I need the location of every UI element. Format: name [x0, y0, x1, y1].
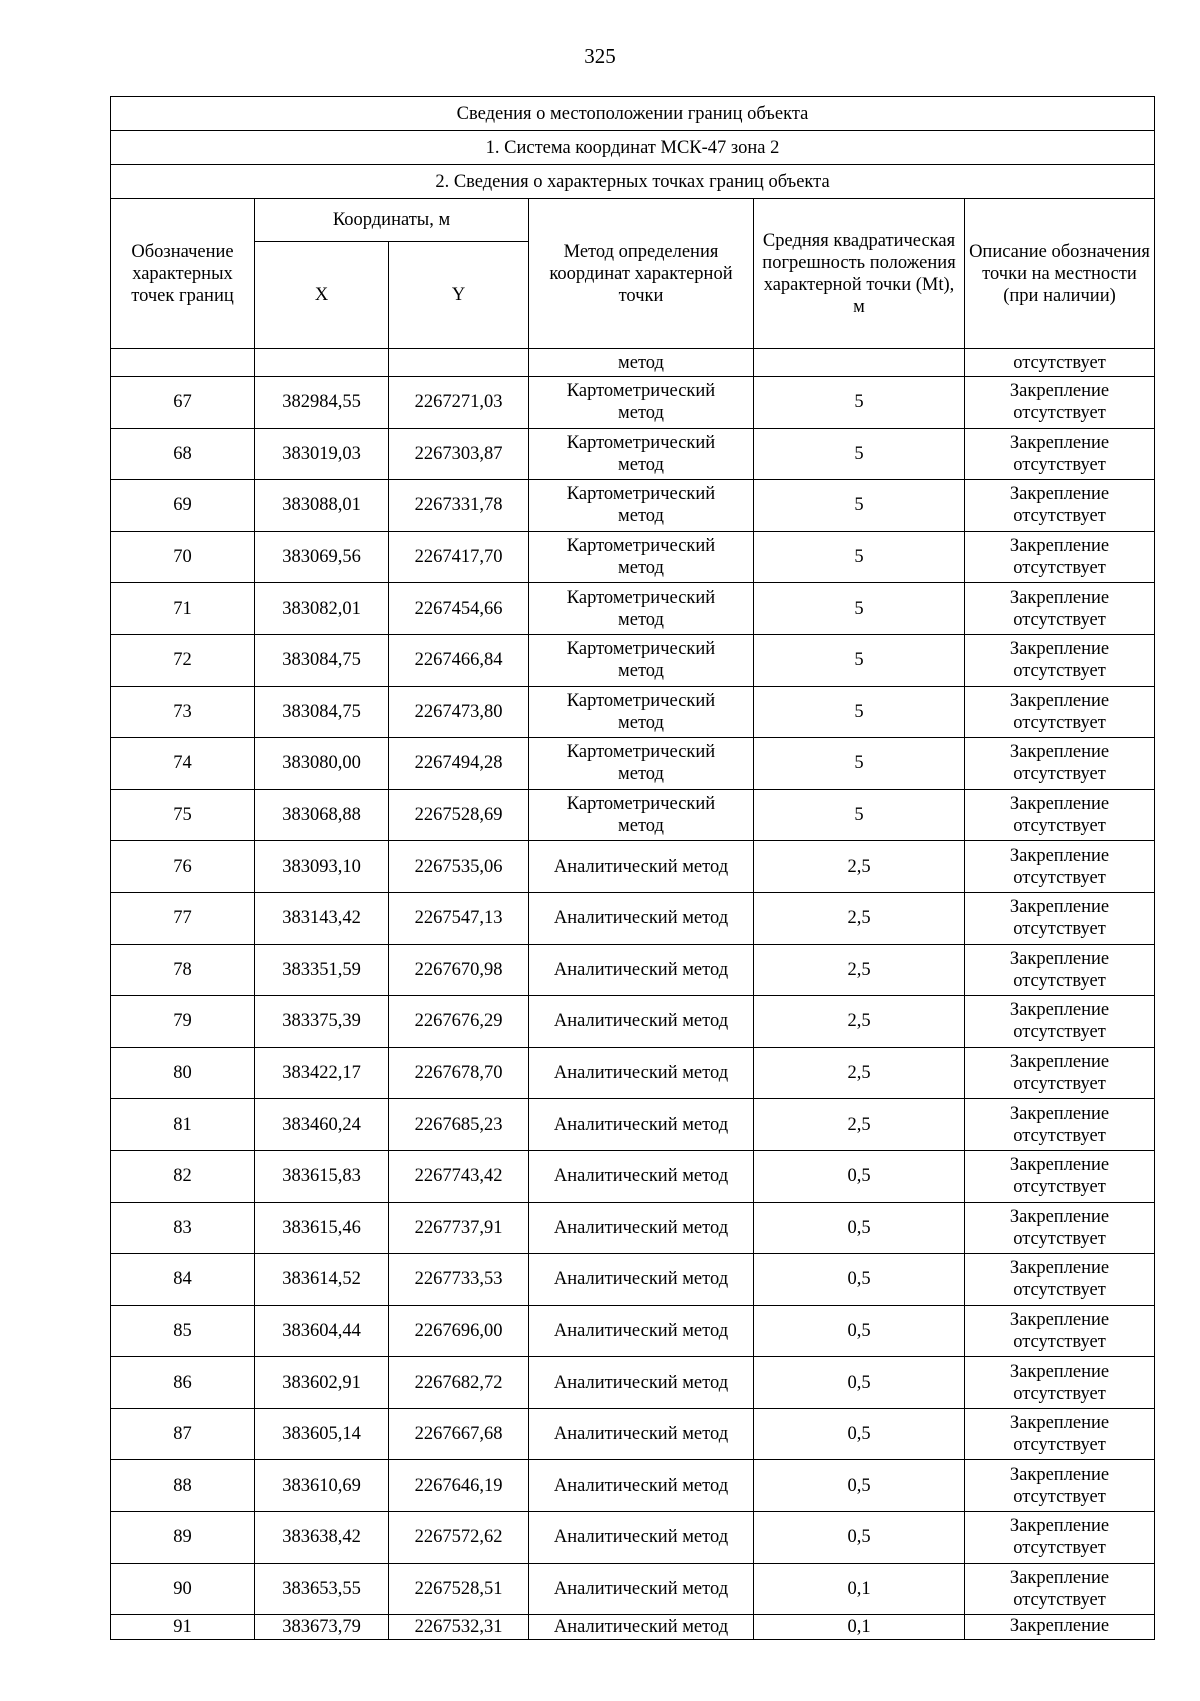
- cell-description-line2: отсутствует: [1013, 403, 1106, 424]
- cell-description-line1: Закрепление: [1009, 948, 1110, 969]
- cell-y: 2267685,23: [389, 1099, 529, 1151]
- cell-description-line2: отсутствует: [1013, 1383, 1106, 1404]
- table-row: [111, 1512, 1155, 1564]
- table-row: [111, 686, 1155, 738]
- cell-description-line1: Закрепление: [1009, 794, 1110, 815]
- cell-error: 0,5: [754, 1202, 965, 1254]
- table-row: [111, 789, 1155, 841]
- cell-x: 383088,01: [255, 480, 389, 532]
- table-row: [111, 1254, 1155, 1306]
- table-row: [111, 428, 1155, 480]
- cell-description-line2: отсутствует: [1013, 1022, 1106, 1043]
- cell-description-line2: отсутствует: [1013, 970, 1106, 991]
- table-row: [111, 1563, 1155, 1615]
- cell-method-line1: Картометрический: [566, 639, 716, 660]
- cell-y: 2267494,28: [389, 738, 529, 790]
- header-designation: Обозначение характерных точек границ: [111, 199, 255, 349]
- cell-method: Аналитический метод: [529, 1150, 754, 1202]
- table-row: [111, 1047, 1155, 1099]
- cell-description-line2: отсутствует: [1013, 609, 1106, 630]
- cell-point-number: 87: [111, 1408, 255, 1460]
- table-title: Сведения о местоположении границ объекта: [111, 97, 1155, 131]
- header-y: Y: [389, 242, 529, 349]
- cell-description-line1: Закрепление: [1009, 587, 1110, 608]
- cell-x: 383460,24: [255, 1099, 389, 1151]
- cell-description: Закрепление: [965, 1615, 1155, 1640]
- header-coordinates: Координаты, м: [255, 199, 529, 242]
- cell-method: Аналитический метод: [529, 1254, 754, 1306]
- cell-description-line1: Закрепление: [1009, 1516, 1110, 1537]
- cell-description-line1: Закрепление: [1009, 1155, 1110, 1176]
- cell-point-number: 90: [111, 1563, 255, 1615]
- cell-description: [965, 1047, 1155, 1099]
- cell-description-line2: отсутствует: [1013, 1177, 1106, 1198]
- cell-method: Аналитический метод: [529, 996, 754, 1048]
- cell-description: [965, 1202, 1155, 1254]
- cell-description-line2: отсутствует: [1013, 506, 1106, 527]
- header-error: Средняя квадратическая погрешность положения характерной точки (Mt), м: [754, 199, 965, 349]
- cell-description: [965, 1460, 1155, 1512]
- cell-description-line2: отсутствует: [1013, 816, 1106, 837]
- table-row: [111, 841, 1155, 893]
- cell-description: [965, 789, 1155, 841]
- cell-point-number: 81: [111, 1099, 255, 1151]
- cell-description-line2: отсутствует: [1013, 764, 1106, 785]
- cell-description: [965, 634, 1155, 686]
- continuation-error: [754, 349, 965, 377]
- cell-point-number: 91: [111, 1615, 255, 1640]
- cell-point-number: 73: [111, 686, 255, 738]
- cell-method-line2: метод: [618, 816, 664, 837]
- cell-x: 383602,91: [255, 1357, 389, 1409]
- cell-error: 0,1: [754, 1615, 965, 1640]
- cell-error: 5: [754, 428, 965, 480]
- table-row: [111, 1460, 1155, 1512]
- cell-description: [965, 1099, 1155, 1151]
- cell-method-line2: метод: [618, 403, 664, 424]
- cell-y: 2267528,51: [389, 1563, 529, 1615]
- cell-method: [529, 634, 754, 686]
- cell-method: [529, 480, 754, 532]
- cell-description-line1: Закрепление: [1009, 536, 1110, 557]
- cell-description-line1: Закрепление: [1009, 432, 1110, 453]
- cell-error: 2,5: [754, 892, 965, 944]
- cell-description: [965, 531, 1155, 583]
- cell-point-number: 68: [111, 428, 255, 480]
- cell-description: [965, 996, 1155, 1048]
- cell-description: [965, 1305, 1155, 1357]
- cell-description-line1: Закрепление: [1009, 845, 1110, 866]
- cell-point-number: 85: [111, 1305, 255, 1357]
- cell-x: 383615,46: [255, 1202, 389, 1254]
- cell-description: [965, 480, 1155, 532]
- cell-error: 2,5: [754, 944, 965, 996]
- cell-error: 5: [754, 686, 965, 738]
- cell-description-line1: Закрепление: [1009, 1413, 1110, 1434]
- continuation-y: [389, 349, 529, 377]
- cell-description-line1: Закрепление: [1009, 1361, 1110, 1382]
- cell-y: 2267737,91: [389, 1202, 529, 1254]
- cell-y: 2267331,78: [389, 480, 529, 532]
- cell-x: 383422,17: [255, 1047, 389, 1099]
- cell-y: 2267473,80: [389, 686, 529, 738]
- cell-description: [965, 1563, 1155, 1615]
- cell-point-number: 82: [111, 1150, 255, 1202]
- cell-method: [529, 738, 754, 790]
- cell-x: 383375,39: [255, 996, 389, 1048]
- cell-method-line2: метод: [618, 712, 664, 733]
- cell-point-number: 89: [111, 1512, 255, 1564]
- cell-y: 2267682,72: [389, 1357, 529, 1409]
- cell-description-line1: Закрепление: [1009, 1052, 1110, 1073]
- cell-description-line1: Закрепление: [1009, 1103, 1110, 1124]
- cell-description: [965, 944, 1155, 996]
- cell-error: 5: [754, 531, 965, 583]
- cell-y: 2267535,06: [389, 841, 529, 893]
- table-row: [111, 1357, 1155, 1409]
- cell-error: 5: [754, 480, 965, 532]
- points-section-title: 2. Сведения о характерных точках границ объекта: [111, 165, 1155, 199]
- cell-method: [529, 686, 754, 738]
- table-row: [111, 996, 1155, 1048]
- cell-description-line2: отсутствует: [1013, 712, 1106, 733]
- cell-point-number: 84: [111, 1254, 255, 1306]
- continuation-row: [111, 349, 1155, 377]
- cell-method-line2: метод: [618, 506, 664, 527]
- cell-error: 0,5: [754, 1408, 965, 1460]
- cell-description: [965, 1512, 1155, 1564]
- cell-method-line1: Картометрический: [566, 484, 716, 505]
- cell-point-number: 88: [111, 1460, 255, 1512]
- cell-point-number: 72: [111, 634, 255, 686]
- cell-method: Аналитический метод: [529, 1099, 754, 1151]
- cell-point-number: 86: [111, 1357, 255, 1409]
- table-row: [111, 1099, 1155, 1151]
- cell-y: 2267743,42: [389, 1150, 529, 1202]
- cell-y: 2267667,68: [389, 1408, 529, 1460]
- cell-description-line2: отсутствует: [1013, 454, 1106, 475]
- cell-x: 383080,00: [255, 738, 389, 790]
- cell-description-line1: Закрепление: [1009, 1000, 1110, 1021]
- cell-x: 383610,69: [255, 1460, 389, 1512]
- table-row: [111, 1150, 1155, 1202]
- cell-method-line1: Картометрический: [566, 587, 716, 608]
- cell-x: 383093,10: [255, 841, 389, 893]
- cell-description-line1: Закрепление: [1009, 1567, 1110, 1588]
- cell-description-line1: Закрепление: [1009, 381, 1110, 402]
- cell-x: 383673,79: [255, 1615, 389, 1640]
- cell-method: Аналитический метод: [529, 1202, 754, 1254]
- cell-method: Аналитический метод: [529, 1563, 754, 1615]
- cell-description-line2: отсутствует: [1013, 1486, 1106, 1507]
- cell-description: [965, 738, 1155, 790]
- cell-point-number: 71: [111, 583, 255, 635]
- table-row: [111, 892, 1155, 944]
- cell-method: Аналитический метод: [529, 944, 754, 996]
- cell-description: [965, 1150, 1155, 1202]
- table-row: [111, 531, 1155, 583]
- cell-description-line2: отсутствует: [1013, 867, 1106, 888]
- coordinate-system-title: 1. Система координат МСК-47 зона 2: [111, 131, 1155, 165]
- cell-point-number: 77: [111, 892, 255, 944]
- cell-method-line1: Картометрический: [566, 794, 716, 815]
- cell-y: 2267528,69: [389, 789, 529, 841]
- cell-x: 383143,42: [255, 892, 389, 944]
- cell-method-line1: Картометрический: [566, 690, 716, 711]
- cell-method-line2: метод: [618, 558, 664, 579]
- cell-x: 383615,83: [255, 1150, 389, 1202]
- cell-error: 2,5: [754, 1047, 965, 1099]
- cell-y: 2267678,70: [389, 1047, 529, 1099]
- cell-y: 2267532,31: [389, 1615, 529, 1640]
- cell-error: 2,5: [754, 1099, 965, 1151]
- cell-method-line1: Картометрический: [566, 742, 716, 763]
- cell-method: [529, 531, 754, 583]
- cell-x: 383068,88: [255, 789, 389, 841]
- cell-point-number: 70: [111, 531, 255, 583]
- cell-point-number: 79: [111, 996, 255, 1048]
- cell-error: 5: [754, 583, 965, 635]
- cell-description-line2: отсутствует: [1013, 1280, 1106, 1301]
- continuation-description: отсутствует: [965, 349, 1155, 377]
- cell-method: Аналитический метод: [529, 1615, 754, 1640]
- cell-description: [965, 583, 1155, 635]
- cell-description-line2: отсутствует: [1013, 558, 1106, 579]
- cell-description-line2: отсутствует: [1013, 1228, 1106, 1249]
- table-row: [111, 738, 1155, 790]
- cell-description-line2: отсутствует: [1013, 1435, 1106, 1456]
- header-x: X: [255, 242, 389, 349]
- continuation-x: [255, 349, 389, 377]
- cell-method: Аналитический метод: [529, 1460, 754, 1512]
- header-description: Описание обозначения точки на местности (при наличии): [965, 199, 1155, 349]
- cell-error: 2,5: [754, 996, 965, 1048]
- table-row: [111, 1305, 1155, 1357]
- table-row: [111, 634, 1155, 686]
- table-row: [111, 377, 1155, 429]
- cell-error: 5: [754, 634, 965, 686]
- cell-error: 5: [754, 789, 965, 841]
- table-row: [111, 480, 1155, 532]
- cell-description: [965, 841, 1155, 893]
- cell-method-line2: метод: [618, 454, 664, 475]
- cell-description-line1: Закрепление: [1009, 1464, 1110, 1485]
- cell-description: [965, 686, 1155, 738]
- cell-x: 383084,75: [255, 686, 389, 738]
- cell-method-line2: метод: [618, 661, 664, 682]
- cell-error: 0,5: [754, 1254, 965, 1306]
- cell-y: 2267696,00: [389, 1305, 529, 1357]
- cell-point-number: 80: [111, 1047, 255, 1099]
- cell-method: [529, 789, 754, 841]
- cell-description-line1: Закрепление: [1009, 1309, 1110, 1330]
- cell-method: Аналитический метод: [529, 1408, 754, 1460]
- cell-error: 0,1: [754, 1563, 965, 1615]
- cell-description-line1: Закрепление: [1009, 690, 1110, 711]
- cell-y: 2267547,13: [389, 892, 529, 944]
- table-row: [111, 583, 1155, 635]
- cell-x: 383084,75: [255, 634, 389, 686]
- cell-description-line1: Закрепление: [1009, 1206, 1110, 1227]
- cell-description-line2: отсутствует: [1013, 1125, 1106, 1146]
- cell-method: Аналитический метод: [529, 841, 754, 893]
- cell-description: [965, 1357, 1155, 1409]
- cell-description-line1: Закрепление: [1009, 1258, 1110, 1279]
- cell-point-number: 76: [111, 841, 255, 893]
- cell-y: 2267676,29: [389, 996, 529, 1048]
- header-method: Метод определения координат характерной точки: [529, 199, 754, 349]
- cell-description-line2: отсутствует: [1013, 1589, 1106, 1610]
- cell-y: 2267466,84: [389, 634, 529, 686]
- cell-point-number: 75: [111, 789, 255, 841]
- cell-method-line1: Картометрический: [566, 432, 716, 453]
- cell-y: 2267271,03: [389, 377, 529, 429]
- cell-method: Аналитический метод: [529, 1512, 754, 1564]
- cell-x: 383604,44: [255, 1305, 389, 1357]
- cell-description: [965, 892, 1155, 944]
- cell-description-line2: отсутствует: [1013, 1538, 1106, 1559]
- table-row: [111, 1408, 1155, 1460]
- continuation-method: метод: [529, 349, 754, 377]
- cell-description-line2: отсутствует: [1013, 661, 1106, 682]
- cell-x: 383019,03: [255, 428, 389, 480]
- cell-x: 383605,14: [255, 1408, 389, 1460]
- cell-y: 2267454,66: [389, 583, 529, 635]
- table-row: [111, 1202, 1155, 1254]
- cell-description: [965, 1408, 1155, 1460]
- cell-error: 0,5: [754, 1150, 965, 1202]
- cell-point-number: 74: [111, 738, 255, 790]
- cell-x: 383351,59: [255, 944, 389, 996]
- cell-description-line1: Закрепление: [1009, 484, 1110, 505]
- cell-x: 383653,55: [255, 1563, 389, 1615]
- cell-description: [965, 1254, 1155, 1306]
- table-row: [111, 1615, 1155, 1640]
- cell-x: 383614,52: [255, 1254, 389, 1306]
- cell-y: 2267733,53: [389, 1254, 529, 1306]
- cell-description-line2: отсутствует: [1013, 919, 1106, 940]
- cell-method: [529, 377, 754, 429]
- cell-description-line1: Закрепление: [1009, 742, 1110, 763]
- cell-description-line1: Закрепление: [1009, 897, 1110, 918]
- cell-description: [965, 428, 1155, 480]
- cell-x: 383082,01: [255, 583, 389, 635]
- cell-description-line1: Закрепление: [1009, 639, 1110, 660]
- cell-x: 382984,55: [255, 377, 389, 429]
- cell-description-line2: отсутствует: [1013, 1074, 1106, 1095]
- cell-method: Аналитический метод: [529, 1357, 754, 1409]
- boundary-points-table: [110, 96, 1155, 1640]
- cell-y: 2267646,19: [389, 1460, 529, 1512]
- cell-error: 0,5: [754, 1357, 965, 1409]
- cell-error: 0,5: [754, 1512, 965, 1564]
- cell-method: Аналитический метод: [529, 892, 754, 944]
- cell-point-number: 78: [111, 944, 255, 996]
- cell-y: 2267670,98: [389, 944, 529, 996]
- cell-error: 5: [754, 738, 965, 790]
- cell-point-number: 83: [111, 1202, 255, 1254]
- cell-method: [529, 428, 754, 480]
- cell-y: 2267303,87: [389, 428, 529, 480]
- cell-method: Аналитический метод: [529, 1305, 754, 1357]
- cell-point-number: 69: [111, 480, 255, 532]
- cell-description: [965, 377, 1155, 429]
- cell-y: 2267572,62: [389, 1512, 529, 1564]
- cell-method-line1: Картометрический: [566, 536, 716, 557]
- cell-error: 0,5: [754, 1460, 965, 1512]
- cell-method-line2: метод: [618, 764, 664, 785]
- cell-point-number: 67: [111, 377, 255, 429]
- page-number: 325: [584, 44, 616, 68]
- cell-x: 383069,56: [255, 531, 389, 583]
- table-row: [111, 944, 1155, 996]
- cell-method: [529, 583, 754, 635]
- cell-description-line2: отсутствует: [1013, 1331, 1106, 1352]
- cell-error: 5: [754, 377, 965, 429]
- cell-method-line1: Картометрический: [566, 381, 716, 402]
- cell-error: 0,5: [754, 1305, 965, 1357]
- continuation-designation: [111, 349, 255, 377]
- cell-method-line2: метод: [618, 609, 664, 630]
- cell-x: 383638,42: [255, 1512, 389, 1564]
- cell-method: Аналитический метод: [529, 1047, 754, 1099]
- cell-error: 2,5: [754, 841, 965, 893]
- cell-y: 2267417,70: [389, 531, 529, 583]
